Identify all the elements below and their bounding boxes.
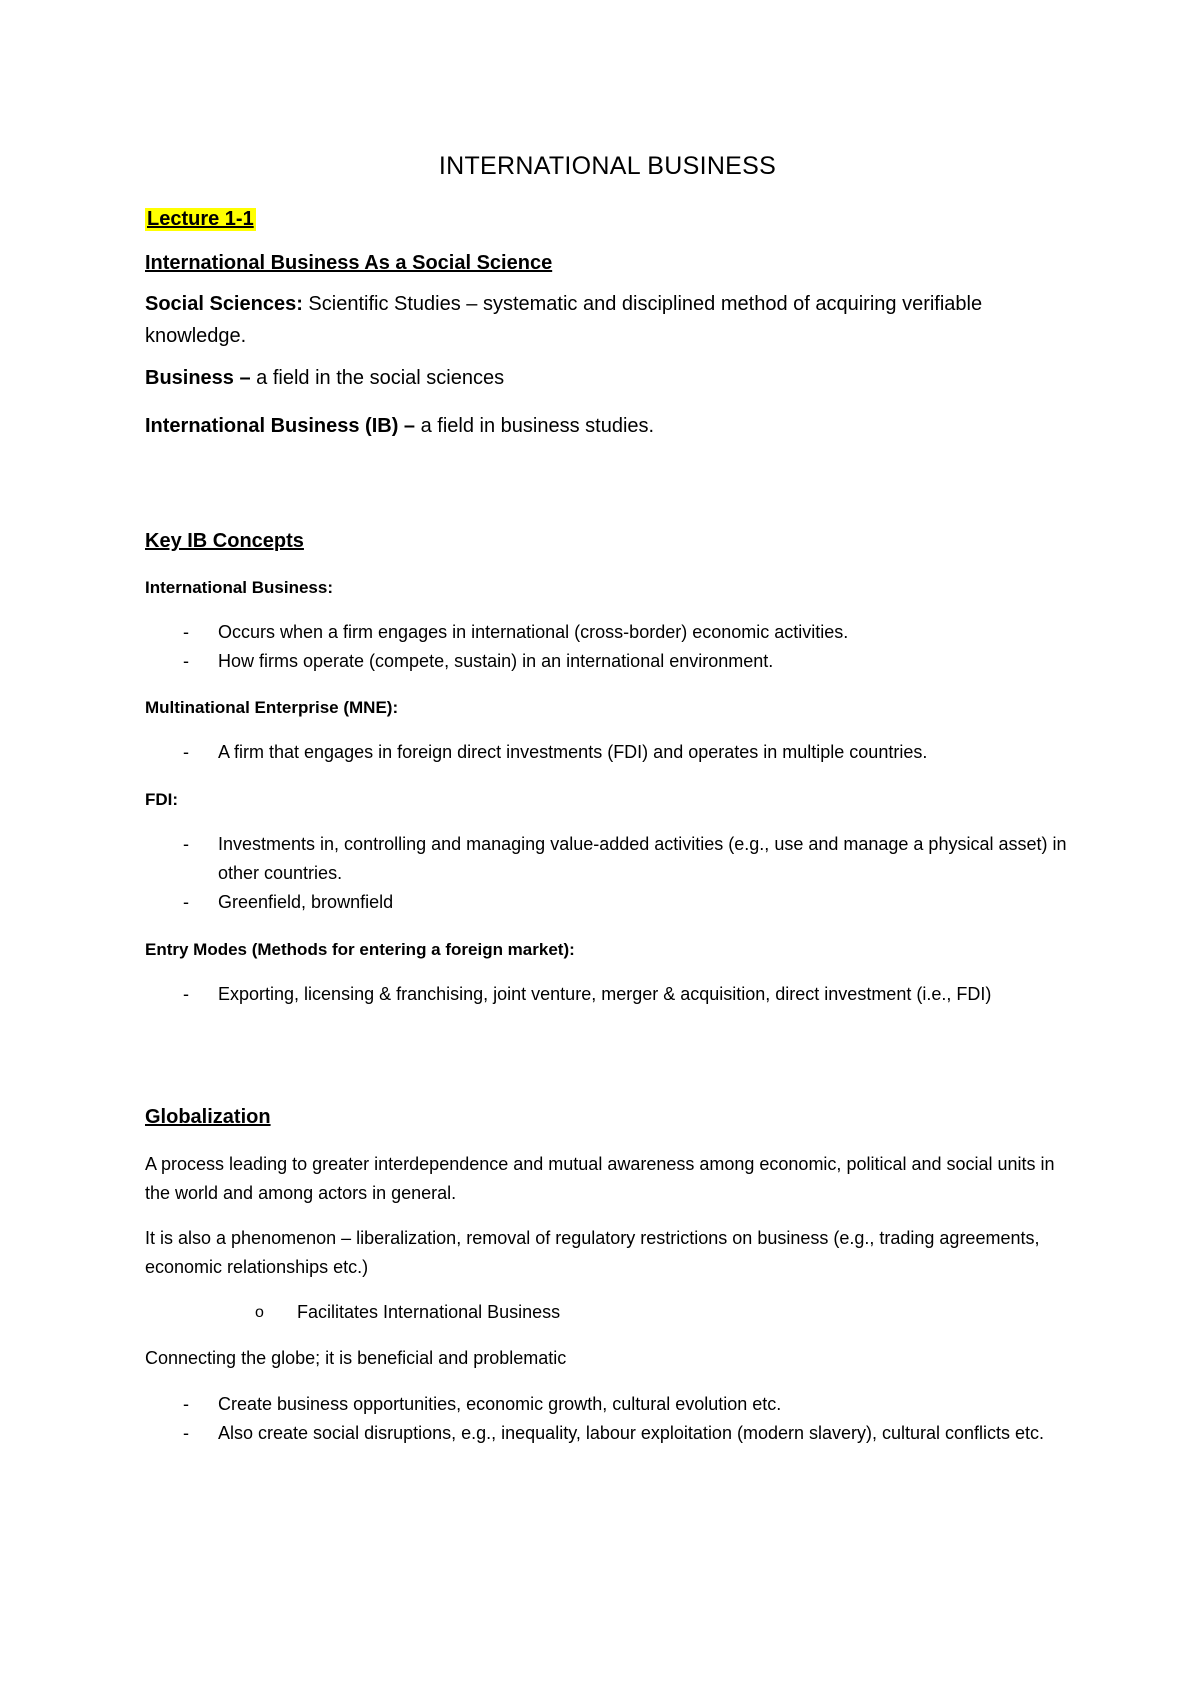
globalization-paragraph-1: A process leading to greater interdependence and mutual awareness among economic, political and social units in the world and among actors in general. xyxy=(145,1154,1055,1203)
list-item: - Greenfield, brownfield xyxy=(145,888,1070,917)
globalization-paragraph-2: It is also a phenomenon – liberalization, removal of regulatory restrictions on business (e.g., trading agreements, economic relationships etc.) xyxy=(145,1228,1040,1277)
list-item: - Occurs when a firm engages in international (cross-border) economic activities. xyxy=(145,618,1070,647)
ib-term: International Business (IB) – xyxy=(145,415,416,437)
mne-concept-list xyxy=(145,738,1070,767)
social-sciences-paragraph xyxy=(145,288,1070,352)
entry-modes-label: Entry Modes (Methods for entering a foreign market): xyxy=(145,940,575,959)
entry-modes-list xyxy=(145,980,1070,1009)
dash-bullet: - xyxy=(183,742,189,762)
section-heading-key-concepts: Key IB Concepts xyxy=(145,530,304,552)
dash-bullet: - xyxy=(183,984,189,1004)
business-term: Business – xyxy=(145,367,251,389)
list-item: - A firm that engages in foreign direct investments (FDI) and operates in multiple countries. xyxy=(145,738,1070,767)
page-title: INTERNATIONAL BUSINESS xyxy=(438,152,777,180)
ib-concept-label: International Business: xyxy=(145,578,333,597)
ib-paragraph xyxy=(145,410,1070,442)
dash-bullet: - xyxy=(183,1394,189,1414)
business-text: a field in the social sciences xyxy=(250,367,505,389)
ib-text: a field in business studies. xyxy=(415,415,655,437)
list-item: - Create business opportunities, economic growth, cultural evolution etc. xyxy=(145,1390,1070,1419)
list-item: - How firms operate (compete, sustain) in an international environment. xyxy=(145,647,1070,676)
fdi-concept-list xyxy=(145,830,1070,917)
social-sciences-text: Scientific Studies – systematic and disciplined method of acquiring verifiable knowledge. xyxy=(145,293,983,347)
dash-bullet: - xyxy=(183,892,189,912)
section-heading-globalization: Globalization xyxy=(145,1106,271,1128)
list-item: - Exporting, licensing & franchising, joint venture, merger & acquisition, direct investment (i.e., FDI) xyxy=(145,980,1070,1009)
social-sciences-term: Social Sciences: xyxy=(145,293,303,315)
sub-list-item: o Facilitates International Business xyxy=(255,1298,560,1327)
dash-bullet: - xyxy=(183,1423,189,1443)
dash-bullet: - xyxy=(183,651,189,671)
mne-concept-label: Multinational Enterprise (MNE): xyxy=(145,698,399,717)
circle-bullet-icon: o xyxy=(255,1304,264,1321)
globalization-list xyxy=(145,1390,1070,1448)
fdi-concept-label: FDI: xyxy=(145,790,179,809)
business-paragraph xyxy=(145,362,1070,394)
dash-bullet: - xyxy=(183,622,189,642)
dash-bullet: - xyxy=(183,834,189,854)
section-heading-social-science: International Business As a Social Science xyxy=(145,252,553,274)
ib-concept-list xyxy=(145,618,1070,676)
list-item: - Also create social disruptions, e.g., inequality, labour exploitation (modern slavery), cultural conflicts etc. xyxy=(145,1419,1070,1448)
list-item: - Investments in, controlling and managing value-added activities (e.g., use and manage a physical asset) in other countries. xyxy=(145,830,1070,888)
globalization-paragraph-3: Connecting the globe; it is beneficial and problematic xyxy=(145,1348,567,1368)
lecture-label: Lecture 1-1 xyxy=(147,208,254,230)
